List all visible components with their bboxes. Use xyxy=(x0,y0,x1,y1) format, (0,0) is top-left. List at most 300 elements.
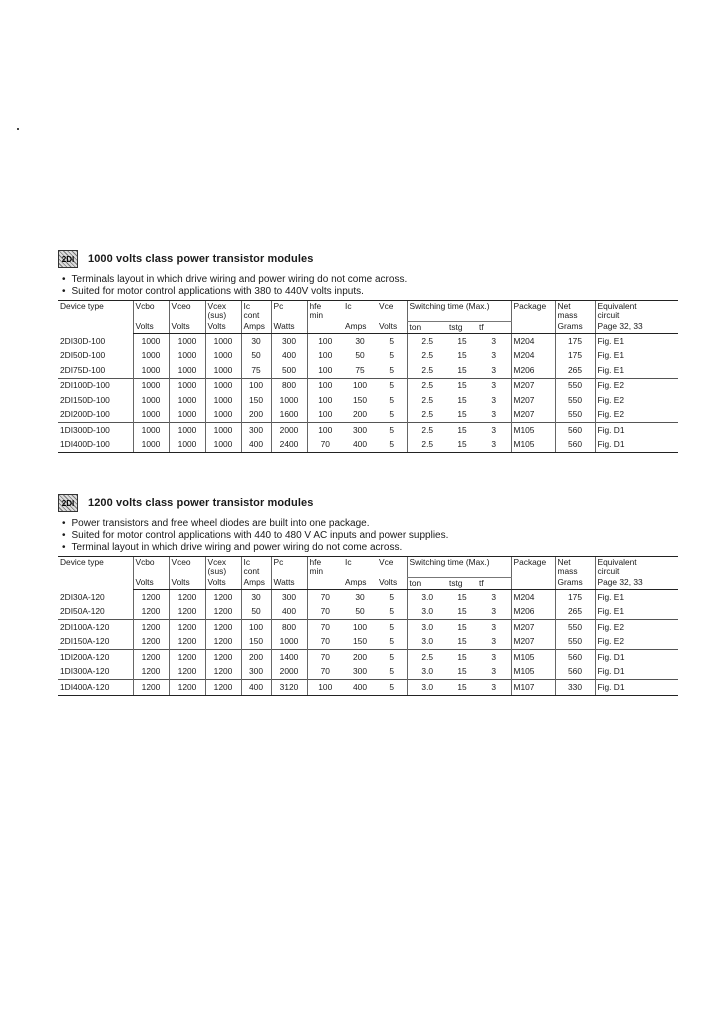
cell-ton: 2.5 xyxy=(407,438,447,453)
module-symbol-icon: 2DI xyxy=(58,250,78,268)
cell-mass: 550 xyxy=(555,620,595,635)
cell-vce-condition: 5 xyxy=(377,438,407,453)
cell-ic-condition: 300 xyxy=(353,666,367,677)
cell-hfe: 70 xyxy=(307,665,343,680)
spec-table-body xyxy=(58,334,678,453)
cell-tf: 3 xyxy=(491,409,497,420)
unit-vcex: Volts xyxy=(205,577,241,589)
cell-vceo: 1000 xyxy=(169,363,205,378)
cell-hfe: 100 xyxy=(307,363,343,378)
cell-vcbo: 1200 xyxy=(133,605,169,620)
cell-pc: 1600 xyxy=(271,408,307,423)
cell-vcex: 1000 xyxy=(205,349,241,364)
cell-ic-condition: 30 xyxy=(355,335,365,346)
cell-circuit: Fig. E1 xyxy=(595,334,678,349)
cell-vcex: 1200 xyxy=(205,650,241,665)
cell-package: M204 xyxy=(511,349,555,364)
cell-tstg: 15 xyxy=(457,606,467,617)
cell-tf: 3 xyxy=(491,394,497,405)
feature-item: • Suited for motor control applications with 380 to 440V volts inputs. xyxy=(62,286,678,298)
cell-tstg: 15 xyxy=(447,438,477,453)
cell-mass: 550 xyxy=(555,408,595,423)
cell-ton: 2.5 xyxy=(407,349,447,364)
cell-tstg: 15 xyxy=(447,680,477,696)
cell-tf: 3 xyxy=(491,606,497,617)
cell-circuit: Fig. D1 xyxy=(595,438,678,453)
cell-ic-condition: 200 xyxy=(343,650,377,665)
cell-pc: 800 xyxy=(271,620,307,635)
unit-hfe xyxy=(307,321,343,333)
cell-ton: 2.5 xyxy=(407,393,447,408)
cell-package: M204 xyxy=(511,590,555,605)
section-heading xyxy=(58,248,678,270)
cell-ton: 3.0 xyxy=(407,590,447,605)
cell-mass: 560 xyxy=(555,423,595,438)
col-equivalent-circuit xyxy=(595,301,678,322)
unit-vcbo: Volts xyxy=(133,577,169,589)
feature-item: • Terminals layout in which drive wiring and power wiring do not come across. xyxy=(62,274,678,286)
cell-tstg: 15 xyxy=(457,666,467,677)
cell-ton: 2.5 xyxy=(407,408,447,423)
unit-ic-condition: Amps xyxy=(343,577,377,589)
cell-tstg: 15 xyxy=(447,650,477,665)
col-ic-sub: cont xyxy=(243,310,260,321)
cell-hfe: 100 xyxy=(307,378,343,393)
cell-ic-condition: 400 xyxy=(343,438,377,453)
cell-ic: 75 xyxy=(241,363,271,378)
feature-item: • Terminal layout in which drive wiring and power wiring do not come across. xyxy=(62,542,678,554)
cell-ic-condition: 400 xyxy=(343,680,377,696)
section-heading xyxy=(58,492,678,514)
col-ic-label: Ic xyxy=(243,557,251,567)
cell-vce-condition: 5 xyxy=(389,335,395,346)
col-ic-label: Ic xyxy=(243,301,251,311)
spec-table xyxy=(58,556,678,696)
cell-ic-condition: 50 xyxy=(355,606,365,617)
cell-vcex: 1200 xyxy=(205,620,241,635)
cell-vceo: 1000 xyxy=(169,423,205,438)
col-hfe-label: hfe xyxy=(309,557,322,567)
cell-tf: 3 xyxy=(491,350,497,361)
col-ic-condition: Ic xyxy=(343,557,377,578)
cell-vce-condition: 5 xyxy=(389,591,395,602)
col-ic-sub: cont xyxy=(243,566,260,577)
cell-tstg: 15 xyxy=(447,423,477,438)
cell-circuit: Fig. E2 xyxy=(595,393,678,408)
cell-hfe: 100 xyxy=(307,349,343,364)
cell-vce-condition: 5 xyxy=(389,350,395,361)
cell-vceo: 1000 xyxy=(169,393,205,408)
cell-mass: 560 xyxy=(555,665,595,680)
cell-hfe: 70 xyxy=(307,590,343,605)
cell-ic-condition: 50 xyxy=(355,350,365,361)
unit-package xyxy=(511,577,555,589)
cell-vcex: 1200 xyxy=(205,590,241,605)
cell-pc: 2000 xyxy=(271,665,307,680)
cell-package: M204 xyxy=(511,334,555,349)
cell-vcbo: 1200 xyxy=(133,635,169,650)
cell-ic: 30 xyxy=(241,590,271,605)
unit-vcbo: Volts xyxy=(133,321,169,333)
cell-mass: 550 xyxy=(555,378,595,393)
cell-vce-condition: 5 xyxy=(389,394,395,405)
cell-device: 2DI150D-100 xyxy=(60,394,110,405)
cell-vceo: 1200 xyxy=(169,635,205,650)
col-ic xyxy=(241,557,271,578)
table-row xyxy=(58,635,678,650)
cell-vcbo: 1000 xyxy=(133,334,169,349)
cell-vceo: 1200 xyxy=(169,680,205,696)
cell-device: 2DI200D-100 xyxy=(60,409,110,420)
cell-device: 2DI75D-100 xyxy=(60,364,106,375)
cell-vcbo: 1000 xyxy=(133,408,169,423)
col-vce-condition: Vce xyxy=(377,301,407,322)
cell-ton: 3.0 xyxy=(407,635,447,650)
cell-ic: 400 xyxy=(241,680,271,696)
cell-ic: 200 xyxy=(241,650,271,665)
cell-tstg: 15 xyxy=(447,378,477,393)
section-1200v xyxy=(58,492,678,696)
cell-ic: 100 xyxy=(241,620,271,635)
cell-ic-condition: 30 xyxy=(355,591,365,602)
cell-vcex: 1000 xyxy=(205,438,241,453)
cell-ic: 300 xyxy=(241,423,271,438)
cell-vcex: 1200 xyxy=(205,605,241,620)
cell-circuit: Fig. D1 xyxy=(595,665,678,680)
cell-ton: 3.0 xyxy=(407,680,447,696)
cell-ton: 2.5 xyxy=(407,650,447,665)
cell-device: 1DI400D-100 xyxy=(58,438,133,453)
col-circuit-label: Equivalent xyxy=(597,301,637,311)
cell-hfe: 100 xyxy=(307,393,343,408)
cell-device: 2DI100D-100 xyxy=(58,378,133,393)
table-row xyxy=(58,665,678,680)
cell-vce-condition: 5 xyxy=(377,378,407,393)
col-vcex-label: Vcex xyxy=(207,557,227,567)
unit-pc: Watts xyxy=(271,321,307,333)
cell-package: M207 xyxy=(511,635,555,650)
cell-vcex: 1000 xyxy=(205,423,241,438)
cell-circuit: Fig. D1 xyxy=(595,423,678,438)
col-vcex-label: Vcex xyxy=(207,301,227,311)
cell-vcex: 1000 xyxy=(205,334,241,349)
module-symbol-icon: 2DI xyxy=(58,494,78,512)
col-tstg: tstg xyxy=(447,577,477,589)
table-row xyxy=(58,363,678,378)
cell-mass: 265 xyxy=(555,605,595,620)
col-device-type: Device type xyxy=(58,301,133,334)
unit-ic: Amps xyxy=(241,321,271,333)
col-mass-sub: mass xyxy=(557,566,578,577)
cell-tf: 3 xyxy=(491,335,497,346)
cell-mass: 175 xyxy=(555,334,595,349)
col-switching-time: Switching time (Max.) xyxy=(407,557,511,578)
spec-table-header xyxy=(58,557,678,590)
cell-ic-condition: 100 xyxy=(343,620,377,635)
cell-vcbo: 1200 xyxy=(133,650,169,665)
cell-vce-condition: 5 xyxy=(389,636,395,647)
cell-tstg: 15 xyxy=(457,409,467,420)
cell-tf: 3 xyxy=(477,620,511,635)
cell-ton: 2.5 xyxy=(407,334,447,349)
cell-vce-condition: 5 xyxy=(389,364,395,375)
cell-hfe: 70 xyxy=(307,605,343,620)
cell-circuit: Fig. E1 xyxy=(595,590,678,605)
feature-list xyxy=(58,518,678,554)
col-vcbo: Vcbo xyxy=(133,301,169,322)
cell-package: M105 xyxy=(511,650,555,665)
col-mass-sub: mass xyxy=(557,310,578,321)
col-ic xyxy=(241,301,271,322)
col-ton: ton xyxy=(407,321,447,333)
cell-circuit: Fig. E1 xyxy=(595,605,678,620)
cell-hfe: 70 xyxy=(307,438,343,453)
col-equivalent-circuit xyxy=(595,557,678,578)
cell-vceo: 1200 xyxy=(169,665,205,680)
cell-circuit: Fig. E2 xyxy=(595,635,678,650)
cell-pc: 3120 xyxy=(271,680,307,696)
cell-tstg: 15 xyxy=(457,350,467,361)
cell-pc: 300 xyxy=(271,334,307,349)
section-title: 1000 volts class power transistor modules xyxy=(88,253,314,265)
cell-vceo: 1000 xyxy=(169,349,205,364)
col-net-mass xyxy=(555,557,595,578)
section-1000v xyxy=(58,248,678,453)
cell-vcbo: 1200 xyxy=(133,665,169,680)
cell-ic-condition: 300 xyxy=(343,423,377,438)
cell-mass: 265 xyxy=(555,363,595,378)
cell-ic: 100 xyxy=(241,378,271,393)
cell-ic: 200 xyxy=(241,408,271,423)
col-tf: tf xyxy=(477,577,511,589)
stray-mark xyxy=(17,128,19,130)
unit-mass: Grams xyxy=(555,577,595,589)
cell-device: 1DI300A-120 xyxy=(60,666,110,677)
cell-ton: 3.0 xyxy=(407,605,447,620)
cell-tf: 3 xyxy=(477,423,511,438)
col-package: Package xyxy=(511,301,555,322)
cell-vcex: 1200 xyxy=(205,665,241,680)
table-row xyxy=(58,378,678,393)
cell-pc: 1000 xyxy=(271,393,307,408)
cell-package: M207 xyxy=(511,620,555,635)
cell-pc: 1000 xyxy=(271,635,307,650)
unit-package xyxy=(511,321,555,333)
cell-mass: 560 xyxy=(555,650,595,665)
cell-vceo: 1000 xyxy=(169,438,205,453)
unit-vce-condition: Volts xyxy=(377,577,407,589)
cell-package: M207 xyxy=(511,408,555,423)
cell-vceo: 1200 xyxy=(169,620,205,635)
col-mass-label: Net xyxy=(557,301,571,311)
cell-package: M207 xyxy=(511,378,555,393)
cell-ic-condition: 150 xyxy=(353,636,367,647)
col-circuit-sub: circuit xyxy=(597,566,620,577)
cell-vce-condition: 5 xyxy=(389,409,395,420)
cell-hfe: 70 xyxy=(307,635,343,650)
cell-vcex: 1000 xyxy=(205,378,241,393)
cell-ic-condition: 200 xyxy=(353,409,367,420)
cell-device: 1DI200A-120 xyxy=(58,650,133,665)
cell-ic: 150 xyxy=(241,635,271,650)
unit-ic-condition: Amps xyxy=(343,321,377,333)
col-vcex xyxy=(205,301,241,322)
cell-vcbo: 1200 xyxy=(133,680,169,696)
col-tf: tf xyxy=(477,321,511,333)
unit-vce-condition: Volts xyxy=(377,321,407,333)
table-row xyxy=(58,408,678,423)
cell-circuit: Fig. E1 xyxy=(595,363,678,378)
cell-vcex: 1000 xyxy=(205,363,241,378)
cell-package: M207 xyxy=(511,393,555,408)
cell-pc: 2400 xyxy=(271,438,307,453)
cell-mass: 550 xyxy=(555,393,595,408)
col-circuit-label: Equivalent xyxy=(597,557,637,567)
unit-hfe xyxy=(307,577,343,589)
cell-tstg: 15 xyxy=(457,591,467,602)
table-row xyxy=(58,423,678,438)
cell-device: 1DI400A-120 xyxy=(58,680,133,696)
cell-hfe: 100 xyxy=(307,408,343,423)
cell-device: 2DI50A-120 xyxy=(60,606,105,617)
col-ton: ton xyxy=(407,577,447,589)
unit-vcex: Volts xyxy=(205,321,241,333)
cell-vcex: 1000 xyxy=(205,408,241,423)
cell-vce-condition: 5 xyxy=(389,606,395,617)
cell-vceo: 1000 xyxy=(169,378,205,393)
unit-vceo: Volts xyxy=(169,321,205,333)
cell-vce-condition: 5 xyxy=(377,423,407,438)
cell-device: 2DI30D-100 xyxy=(60,335,106,346)
col-pc: Pc xyxy=(271,301,307,322)
cell-pc: 2000 xyxy=(271,423,307,438)
col-device-type: Device type xyxy=(58,557,133,590)
cell-package: M105 xyxy=(511,438,555,453)
cell-vcbo: 1000 xyxy=(133,393,169,408)
cell-mass: 550 xyxy=(555,635,595,650)
col-vceo: Vceo xyxy=(169,557,205,578)
cell-vcbo: 1000 xyxy=(133,363,169,378)
cell-vce-condition: 5 xyxy=(377,650,407,665)
cell-device: 2DI100A-120 xyxy=(58,620,133,635)
cell-vce-condition: 5 xyxy=(377,620,407,635)
spec-table-body xyxy=(58,590,678,696)
section-title: 1200 volts class power transistor modules xyxy=(88,497,314,509)
unit-circuit: Page 32, 33 xyxy=(595,577,678,589)
col-vcex xyxy=(205,557,241,578)
feature-list xyxy=(58,274,678,298)
cell-package: M105 xyxy=(511,423,555,438)
cell-device: 2DI50D-100 xyxy=(60,350,106,361)
cell-mass: 175 xyxy=(555,590,595,605)
cell-ic-condition: 75 xyxy=(355,364,365,375)
col-ic-condition: Ic xyxy=(343,301,377,322)
col-circuit-sub: circuit xyxy=(597,310,620,321)
col-vce-condition: Vce xyxy=(377,557,407,578)
table-row xyxy=(58,438,678,453)
col-pc: Pc xyxy=(271,557,307,578)
cell-mass: 560 xyxy=(555,438,595,453)
col-hfe xyxy=(307,557,343,578)
unit-circuit: Page 32, 33 xyxy=(595,321,678,333)
cell-vcbo: 1200 xyxy=(133,590,169,605)
cell-vcex: 1200 xyxy=(205,680,241,696)
spec-table-header xyxy=(58,301,678,334)
cell-pc: 400 xyxy=(271,605,307,620)
col-vceo: Vceo xyxy=(169,301,205,322)
cell-circuit: Fig. E2 xyxy=(595,620,678,635)
cell-tf: 3 xyxy=(491,636,497,647)
cell-hfe: 70 xyxy=(307,650,343,665)
cell-tf: 3 xyxy=(491,591,497,602)
col-hfe-sub: min xyxy=(309,566,323,577)
cell-ton: 2.5 xyxy=(407,378,447,393)
cell-circuit: Fig. D1 xyxy=(595,650,678,665)
table-row xyxy=(58,349,678,364)
cell-hfe: 100 xyxy=(307,680,343,696)
cell-pc: 400 xyxy=(271,349,307,364)
cell-ic-condition: 100 xyxy=(343,378,377,393)
cell-circuit: Fig. E1 xyxy=(595,349,678,364)
cell-ic: 30 xyxy=(241,334,271,349)
col-vcex-sub: (sus) xyxy=(207,310,227,321)
cell-vcbo: 1000 xyxy=(133,349,169,364)
cell-package: M107 xyxy=(511,680,555,696)
cell-vcbo: 1000 xyxy=(133,378,169,393)
col-vcbo: Vcbo xyxy=(133,557,169,578)
cell-ic: 400 xyxy=(241,438,271,453)
cell-tstg: 15 xyxy=(457,364,467,375)
table-row xyxy=(58,620,678,635)
cell-circuit: Fig. E2 xyxy=(595,378,678,393)
unit-ic: Amps xyxy=(241,577,271,589)
table-row xyxy=(58,605,678,620)
spec-table xyxy=(58,300,678,453)
table-row xyxy=(58,680,678,696)
cell-hfe: 100 xyxy=(307,423,343,438)
cell-tf: 3 xyxy=(477,438,511,453)
cell-vcex: 1000 xyxy=(205,393,241,408)
feature-item: • Suited for motor control applications with 440 to 480 V AC inputs and power supplies. xyxy=(62,530,678,542)
cell-pc: 1400 xyxy=(271,650,307,665)
cell-pc: 300 xyxy=(271,590,307,605)
cell-vceo: 1000 xyxy=(169,334,205,349)
cell-ic: 150 xyxy=(241,393,271,408)
cell-package: M206 xyxy=(511,363,555,378)
cell-vcex: 1200 xyxy=(205,635,241,650)
cell-vceo: 1200 xyxy=(169,650,205,665)
cell-tf: 3 xyxy=(477,680,511,696)
cell-vcbo: 1200 xyxy=(133,620,169,635)
cell-circuit: Fig. D1 xyxy=(595,680,678,696)
cell-tf: 3 xyxy=(477,650,511,665)
unit-mass: Grams xyxy=(555,321,595,333)
cell-ton: 2.5 xyxy=(407,363,447,378)
cell-device: 1DI300D-100 xyxy=(58,423,133,438)
cell-vceo: 1000 xyxy=(169,408,205,423)
cell-tf: 3 xyxy=(491,364,497,375)
cell-vce-condition: 5 xyxy=(377,680,407,696)
table-row xyxy=(58,590,678,605)
col-mass-label: Net xyxy=(557,557,571,567)
cell-device: 2DI150A-120 xyxy=(60,636,110,647)
cell-hfe: 100 xyxy=(307,334,343,349)
cell-ic: 50 xyxy=(241,349,271,364)
cell-tf: 3 xyxy=(477,378,511,393)
cell-tf: 3 xyxy=(491,666,497,677)
unit-vceo: Volts xyxy=(169,577,205,589)
cell-vceo: 1200 xyxy=(169,590,205,605)
